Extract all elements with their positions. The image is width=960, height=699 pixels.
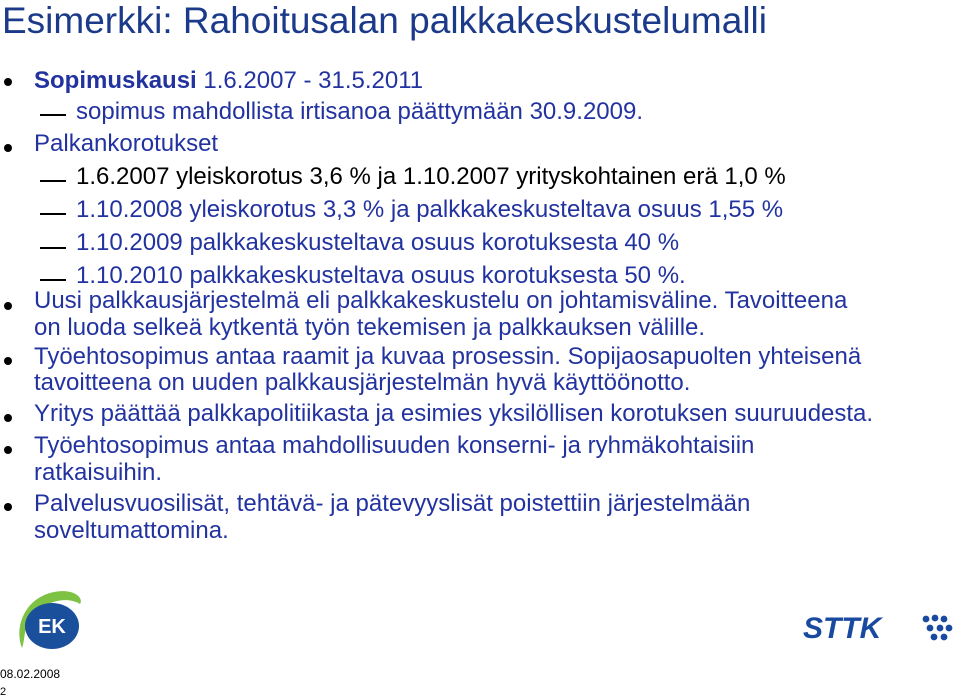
paragraph-new-system-1: Uusi palkkausjärjestelmä eli palkkakeskustelu on johtamisväline. Tavoitteena [34,287,848,314]
dash-marker [40,180,66,182]
ek-logo [14,588,84,656]
dash-marker [40,213,66,215]
raise-2008: 1.10.2008 yleiskorotus 3,3 % ja palkkakeskusteltava osuus 1,55 % [76,196,784,223]
sttk-logo-text: STTK [803,612,882,644]
contract-period-line [34,67,423,95]
bullet-dot [4,78,12,86]
termination-note: sopimus mahdollista irtisanoa päättymään 30.9.2009. [76,98,643,125]
raise-2010: 1.10.2010 palkkakeskusteltava osuus korotuksesta 50 %. [76,262,686,289]
bullet-dot [4,446,12,454]
footer-date: 08.02.2008 [0,667,61,681]
raise-2007: 1.6.2007 yleiskorotus 3,6 % ja 1.10.2007 yrityskohtainen erä 1,0 % [76,163,786,190]
bullet-dot [4,357,12,365]
paragraph-service-bonuses-1: Palvelusvuosilisät, tehtävä- ja pätevyyslisät poistettiin järjestelmään [34,490,751,517]
contract-period-label: Sopimuskausi [34,67,197,94]
paragraph-group-solutions-1: Työehtosopimus antaa mahdollisuuden konserni- ja ryhmäkohtaisiin [34,432,755,459]
slide-title: Esimerkki: Rahoitusalan palkkakeskustelumalli [2,0,767,41]
page-number: 2 [0,686,7,698]
dash-marker [40,247,66,249]
paragraph-group-solutions-2: ratkaisuihin. [34,459,163,486]
paragraph-agreement-2: tavoitteena on uuden palkkausjärjestelmän hyvä käyttöönotto. [34,369,691,396]
sttk-logo [803,610,956,644]
bullet-dot [4,144,12,152]
dash-marker [40,114,66,116]
bullet-dot [4,414,12,422]
dash-marker [40,279,66,281]
paragraph-new-system-2: on luoda selkeä kytkentä työn tekemisen ja palkkauksen välille. [34,314,706,341]
paragraph-agreement-1: Työehtosopimus antaa raamit ja kuvaa prosessin. Sopijaosapuolten yhteisenä [34,343,862,370]
contract-period-dates: 1.6.2007 - 31.5.2011 [196,67,424,94]
ek-logo-text: EK [38,616,66,638]
raise-2009: 1.10.2009 palkkakeskusteltava osuus korotuksesta 40 % [76,229,680,256]
pay-raises-heading: Palkankorotukset [34,130,219,157]
paragraph-service-bonuses-2: soveltumattomina. [34,517,229,544]
bullet-dot [4,503,12,511]
paragraph-company-policy: Yritys päättää palkkapolitiikasta ja esimies yksilöllisen korotuksen suuruudesta. [34,400,874,427]
bullet-dot [4,302,12,310]
